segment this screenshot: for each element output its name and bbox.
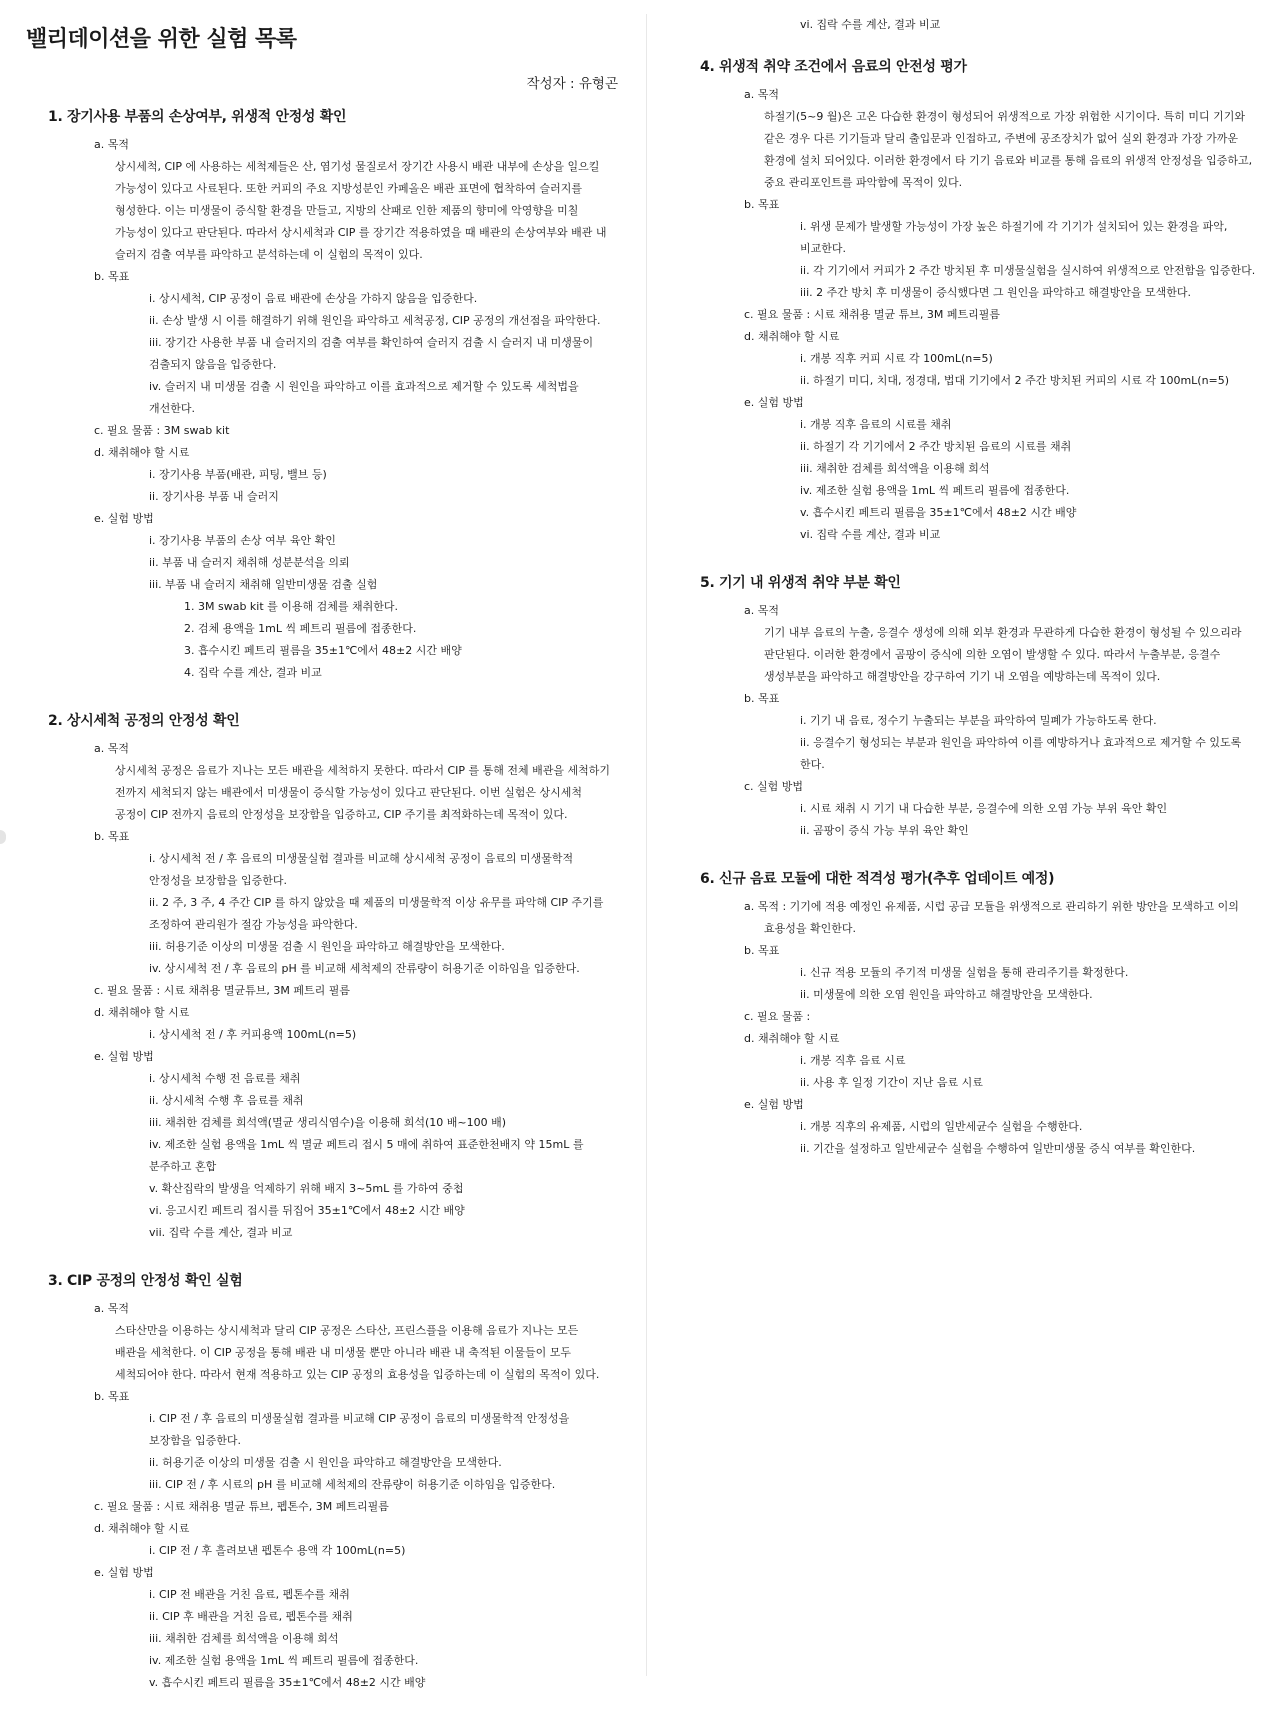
list-item: i. 개봉 직후 음료의 시료를 채취 xyxy=(800,418,952,431)
list-item: ii. 손상 발생 시 이를 해결하기 위해 원인을 파악하고 세척공정, CIP 공정의 개선점을 파악한다. xyxy=(149,314,601,327)
list-item: 3. 흡수시킨 페트리 필름을 35±1℃에서 48±2 시간 배양 xyxy=(184,644,462,657)
list-item: i. CIP 전 배관을 거친 음료, 펩톤수를 채취 xyxy=(149,1588,350,1601)
list-item: i. 개봉 직후 커피 시료 각 100mL(n=5) xyxy=(800,352,993,365)
paragraph-line: 전까지 세척되지 않는 배관에서 미생물이 증식할 가능성이 있다고 판단된다. 이번 실험은 상시세척 xyxy=(115,786,582,799)
right-column xyxy=(652,0,1262,1690)
list-item: d. 채취해야 할 시료 xyxy=(744,330,840,343)
list-item: iii. 채취한 검체를 희석액을 이용해 희석 xyxy=(149,1632,339,1645)
scroll-edge-handle xyxy=(0,830,6,844)
section xyxy=(652,868,1262,1160)
list-item: iii. 장기간 사용한 부품 내 슬러지의 검출 여부를 확인하여 슬러지 검출 시 슬러지 내 미생물이 xyxy=(149,336,594,349)
list-item: i. 장기사용 부품(배관, 피팅, 밸브 등) xyxy=(149,468,327,481)
list-item: v. 흡수시킨 페트리 필름을 35±1℃에서 48±2 시간 배양 xyxy=(149,1676,426,1689)
list-item: e. 실험 방법 xyxy=(744,1098,804,1111)
list-item: v. 확산집락의 발생을 억제하기 위해 배지 3~5mL 를 가하여 중첩 xyxy=(149,1182,464,1195)
list-item: a. 목적 xyxy=(94,742,129,755)
list-item: e. 실험 방법 xyxy=(744,396,804,409)
list-item: i. CIP 전 / 후 음료의 미생물실험 결과를 비교해 CIP 공정이 음료의 미생물학적 안정성을 xyxy=(149,1412,570,1425)
list-item: 안정성을 보장함을 입증한다. xyxy=(149,874,288,887)
section-title: 6. 신규 음료 모듈에 대한 적격성 평가(추후 업데이트 예정) xyxy=(700,871,1055,887)
section-title: 4. 위생적 취약 조건에서 음료의 안전성 평가 xyxy=(700,59,967,75)
paragraph-line: 가능성이 있다고 사료된다. 또한 커피의 주요 지방성분인 카페올은 배관 표면에 협착하여 슬러지를 xyxy=(115,182,582,195)
section-title: 2. 상시세척 공정의 안정성 확인 xyxy=(48,713,240,729)
paragraph-line: 같은 경우 다른 기기들과 달리 출입문과 인접하고, 주변에 공조장치가 없어 실외 환경과 가장 가까운 xyxy=(764,132,1238,145)
list-item: a. 목적 : 기기에 적용 예정인 유제품, 시럽 공급 모듈을 위생적으로 관리하기 위한 방안을 모색하고 이의 xyxy=(744,900,1239,913)
list-item: iii. 채취한 검체를 희석액(멸균 생리식염수)을 이용해 희석(10 배~100 배) xyxy=(149,1116,507,1129)
section xyxy=(652,56,1262,546)
list-item: i. 개봉 직후 음료 시료 xyxy=(800,1054,906,1067)
paragraph-line: 효용성을 확인한다. xyxy=(764,922,857,935)
list-item: a. 목적 xyxy=(744,604,779,617)
list-item: iii. 부품 내 슬러지 채취해 일반미생물 검출 실험 xyxy=(149,578,378,591)
list-item: ii. 응결수기 형성되는 부분과 원인을 파악하여 이를 예방하거나 효과적으로 제거할 수 있도록 xyxy=(800,736,1242,749)
list-item: ii. 2 주, 3 주, 4 주간 CIP 를 하지 않았을 때 제품의 미생물학적 이상 유무를 파악해 CIP 주기를 xyxy=(149,896,604,909)
list-item: ii. 사용 후 일정 기간이 지난 음료 시료 xyxy=(800,1076,983,1089)
paragraph-line: 슬러지 검출 여부를 파악하고 분석하는데 이 실험의 목적이 있다. xyxy=(115,248,423,261)
list-item: a. 목적 xyxy=(744,88,779,101)
continued-step: vi. 집락 수를 계산, 결과 비교 xyxy=(800,18,941,31)
list-item: ii. 곰팡이 증식 가능 부위 육안 확인 xyxy=(800,824,969,837)
list-item: i. 상시세척 전 / 후 커피용액 100mL(n=5) xyxy=(149,1028,357,1041)
list-item: c. 필요 물품 : 3M swab kit xyxy=(94,424,230,437)
paragraph-line: 공정이 CIP 전까지 음료의 안정성을 보장함을 입증하고, CIP 주기를 최적화하는데 목적이 있다. xyxy=(115,808,568,821)
paragraph-line: 상시세척 공정은 음료가 지나는 모든 배관을 세척하지 못한다. 따라서 CIP 를 통해 전체 배관을 세척하기 xyxy=(115,764,611,777)
section-title: 1. 장기사용 부품의 손상여부, 위생적 안정성 확인 xyxy=(48,109,347,125)
list-item: i. 기기 내 음료, 정수기 누출되는 부분을 파악하여 밀폐가 가능하도록 한다. xyxy=(800,714,1157,727)
list-item: c. 필요 물품 : xyxy=(744,1010,811,1023)
list-item: i. 개봉 직후의 유제품, 시럽의 일반세균수 실험을 수행한다. xyxy=(800,1120,1083,1133)
list-item: i. 장기사용 부품의 손상 여부 육안 확인 xyxy=(149,534,336,547)
list-item: ii. 상시세척 수행 후 음료를 채취 xyxy=(149,1094,304,1107)
list-item: ii. 부품 내 슬러지 채취해 성분분석을 의뢰 xyxy=(149,556,350,569)
list-item: 개선한다. xyxy=(149,402,196,415)
list-item: c. 필요 물품 : 시료 채취용 멸균 튜브, 3M 페트리필름 xyxy=(744,308,1000,321)
list-item: iv. 제조한 실험 용액을 1mL 씩 페트리 필름에 접종한다. xyxy=(800,484,1070,497)
list-item: iv. 상시세척 전 / 후 음료의 pH 를 비교해 세척제의 잔류량이 허용기준 이하임을 입증한다. xyxy=(149,962,580,975)
list-item: i. 신규 적용 모듈의 주기적 미생물 실험을 통해 관리주기를 확정한다. xyxy=(800,966,1129,979)
paragraph-line: 가능성이 있다고 판단된다. 따라서 상시세척과 CIP 를 장기간 적용하였을 때 배관의 손상여부와 배관 내 xyxy=(115,226,607,239)
list-item: ii. 하절기 각 기기에서 2 주간 방치된 음료의 시료를 채취 xyxy=(800,440,1072,453)
list-item: i. 상시세척 수행 전 음료를 채취 xyxy=(149,1072,301,1085)
list-item: iii. 2 주간 방치 후 미생물이 증식했다면 그 원인을 파악하고 해결방안을 모색한다. xyxy=(800,286,1192,299)
document-title: 밸리데이션을 위한 실험 목록 xyxy=(26,27,297,52)
list-item: b. 목표 xyxy=(94,270,130,283)
paragraph-line: 배관을 세척한다. 이 CIP 공정을 통해 배관 내 미생물 뿐만 아니라 배관 내 축적된 이물들이 모두 xyxy=(115,1346,572,1359)
section xyxy=(652,572,1262,842)
list-item: ii. 장기사용 부품 내 슬러지 xyxy=(149,490,279,503)
list-item: ii. 허용기준 이상의 미생물 검출 시 원인을 파악하고 해결방안을 모색한다. xyxy=(149,1456,502,1469)
list-item: e. 실험 방법 xyxy=(94,1050,154,1063)
list-item: vii. 집락 수를 계산, 결과 비교 xyxy=(149,1226,293,1239)
list-item: 4. 집락 수를 계산, 결과 비교 xyxy=(184,666,322,679)
section xyxy=(26,106,626,684)
list-item: i. 시료 채취 시 기기 내 다습한 부분, 응결수에 의한 오염 가능 부위 육안 확인 xyxy=(800,802,1168,815)
list-item: 1. 3M swab kit 를 이용해 검체를 채취한다. xyxy=(184,600,399,613)
list-item: i. 상시세척, CIP 공정이 음료 배관에 손상을 가하지 않음을 입증한다. xyxy=(149,292,478,305)
paragraph-line: 상시세척, CIP 에 사용하는 세척제들은 산, 염기성 물질로서 장기간 사용시 배관 내부에 손상을 일으킬 xyxy=(115,160,600,173)
section-title: 5. 기기 내 위생적 취약 부분 확인 xyxy=(700,575,901,591)
list-item: a. 목적 xyxy=(94,138,129,151)
list-item: b. 목표 xyxy=(744,692,780,705)
list-item: vi. 응고시킨 페트리 접시를 뒤집어 35±1℃에서 48±2 시간 배양 xyxy=(149,1204,465,1217)
paragraph-line: 환경에 설치 되어있다. 이러한 환경에서 타 기기 음료와 비교를 통해 음료의 위생적 안정성을 입증하고, xyxy=(764,154,1253,167)
list-item: b. 목표 xyxy=(744,198,780,211)
list-item: vi. 집락 수를 계산, 결과 비교 xyxy=(800,528,941,541)
list-item: c. 필요 물품 : 시료 채취용 멸균튜브, 3M 페트리 필름 xyxy=(94,984,350,997)
list-item: i. CIP 전 / 후 흘려보낸 펩톤수 용액 각 100mL(n=5) xyxy=(149,1544,406,1557)
list-item: ii. 기간을 설정하고 일반세균수 실험을 수행하여 일반미생물 증식 여부를 확인한다. xyxy=(800,1142,1196,1155)
paragraph-line: 세척되어야 한다. 따라서 현재 적용하고 있는 CIP 공정의 효용성을 입증하는데 이 실험의 목적이 있다. xyxy=(115,1368,600,1381)
list-item: 검출되지 않음을 입증한다. xyxy=(149,358,277,371)
paragraph-line: 하절기(5~9 월)은 고온 다습한 환경이 형성되어 위생적으로 가장 위험한 시기이다. 특히 미디 기기와 xyxy=(764,110,1246,123)
paragraph-line: 판단된다. 이러한 환경에서 곰팡이 증식에 의한 오염이 발생할 수 있다. 따라서 누출부분, 응결수 xyxy=(764,648,1221,661)
left-column xyxy=(26,0,626,1690)
list-item: iii. CIP 전 / 후 시료의 pH 를 비교해 세척제의 잔류량이 허용기준 이하임을 입증한다. xyxy=(149,1478,556,1491)
list-item: e. 실험 방법 xyxy=(94,512,154,525)
list-item: 분주하고 혼합 xyxy=(149,1160,217,1173)
list-item: 보장함을 입증한다. xyxy=(149,1434,242,1447)
list-item: d. 채취해야 할 시료 xyxy=(94,1522,190,1535)
list-item: ii. 미생물에 의한 오염 원인을 파악하고 해결방안을 모색한다. xyxy=(800,988,1093,1001)
list-item: 비교한다. xyxy=(800,242,847,255)
section-title: 3. CIP 공정의 안정성 확인 실험 xyxy=(48,1273,243,1289)
list-item: d. 채취해야 할 시료 xyxy=(94,446,190,459)
list-item: ii. CIP 후 배관을 거친 음료, 펩톤수를 채취 xyxy=(149,1610,353,1623)
section xyxy=(26,1270,626,1694)
list-item: 조정하여 관리원가 절감 가능성을 파악한다. xyxy=(149,918,358,931)
list-item: iv. 제조한 실험 용액을 1mL 씩 멸균 페트리 접시 5 매에 취하여 표준한천배지 약 15mL 를 xyxy=(149,1138,584,1151)
list-item: c. 실험 방법 xyxy=(744,780,804,793)
list-item: d. 채취해야 할 시료 xyxy=(744,1032,840,1045)
left-sections xyxy=(26,106,626,1720)
right-sections xyxy=(652,14,1262,1186)
list-item: c. 필요 물품 : 시료 채취용 멸균 튜브, 펩톤수, 3M 페트리필름 xyxy=(94,1500,389,1513)
list-item: d. 채취해야 할 시료 xyxy=(94,1006,190,1019)
list-item: ii. 각 기기에서 커피가 2 주간 방치된 후 미생물실험을 실시하여 위생적으로 안전함을 입증한다. xyxy=(800,264,1256,277)
section xyxy=(26,710,626,1244)
list-item: 한다. xyxy=(800,758,825,771)
list-item: ii. 하절기 미디, 치대, 정경대, 법대 기기에서 2 주간 방치된 커피의 시료 각 100mL(n=5) xyxy=(800,374,1230,387)
paragraph-line: 스타산만을 이용하는 상시세척과 달리 CIP 공정은 스타산, 프린스플을 이용해 음료가 지나는 모든 xyxy=(115,1324,579,1337)
author-line: 작성자 : 유형곤 xyxy=(526,76,618,92)
list-item: a. 목적 xyxy=(94,1302,129,1315)
list-item: b. 목표 xyxy=(94,1390,130,1403)
list-item: 2. 검체 용액을 1mL 씩 페트리 필름에 접종한다. xyxy=(184,622,417,635)
column-divider xyxy=(646,14,647,1676)
list-item: i. 위생 문제가 발생할 가능성이 가장 높은 하절기에 각 기기가 설치되어 있는 환경을 파악, xyxy=(800,220,1228,233)
list-item: iv. 제조한 실험 용액을 1mL 씩 페트리 필름에 접종한다. xyxy=(149,1654,419,1667)
list-item: v. 흡수시킨 페트리 필름을 35±1℃에서 48±2 시간 배양 xyxy=(800,506,1077,519)
list-item: iii. 채취한 검체를 희석액을 이용해 희석 xyxy=(800,462,990,475)
paragraph-line: 기기 내부 음료의 누출, 응결수 생성에 의해 외부 환경과 무관하게 다습한 환경이 형성될 수 있으리라 xyxy=(764,626,1242,639)
list-item: b. 목표 xyxy=(94,830,130,843)
paragraph-line: 형성한다. 이는 미생물이 증식할 환경을 만들고, 지방의 산패로 인한 제품의 향미에 악영향을 미칠 xyxy=(115,204,579,217)
paragraph-line: 중요 관리포인트를 파악함에 목적이 있다. xyxy=(764,176,963,189)
list-item: iv. 슬러지 내 미생물 검출 시 원인을 파악하고 이를 효과적으로 제거할 수 있도록 세척법을 xyxy=(149,380,579,393)
list-item: i. 상시세척 전 / 후 음료의 미생물실험 결과를 비교해 상시세척 공정이 음료의 미생물학적 xyxy=(149,852,574,865)
list-item: e. 실험 방법 xyxy=(94,1566,154,1579)
list-item: iii. 허용기준 이상의 미생물 검출 시 원인을 파악하고 해결방안을 모색한다. xyxy=(149,940,505,953)
list-item: b. 목표 xyxy=(744,944,780,957)
paragraph-line: 생성부분을 파악하고 해결방안을 강구하여 기기 내 오염을 예방하는데 목적이 있다. xyxy=(764,670,1161,683)
